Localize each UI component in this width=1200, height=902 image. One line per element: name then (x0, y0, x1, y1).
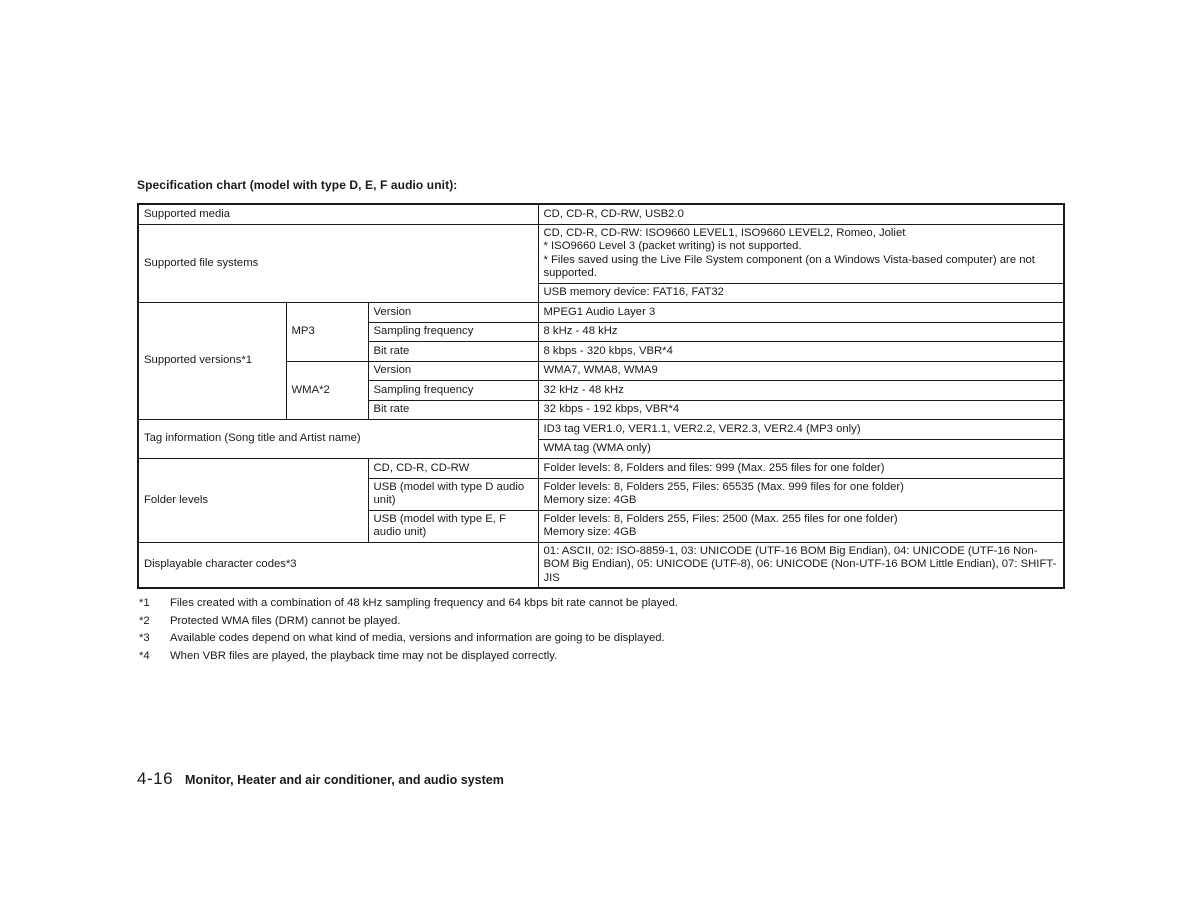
footnote-text: Available codes depend on what kind of media, versions and information are going to be displayed. (170, 632, 665, 644)
format-label-mp3: MP3 (286, 303, 368, 362)
footnotes (139, 595, 678, 665)
folders-usb-d-limits: Folder levels: 8, Folders 255, Files: 65535 (Max. 999 files for one folder) (543, 480, 904, 493)
specification-table (137, 203, 1065, 589)
section-title: Monitor, Heater and air conditioner, and audio system (185, 773, 504, 787)
mp3-sampling-label: Sampling frequency (368, 322, 538, 342)
usb-file-systems-value: USB memory device: FAT16, FAT32 (538, 283, 1064, 303)
wma-version-label: Version (368, 361, 538, 381)
mp3-version-value: MPEG1 Audio Layer 3 (538, 303, 1064, 323)
folders-cd-label: CD, CD-R, CD-RW (368, 459, 538, 479)
footnote (139, 648, 678, 666)
folders-usb-d-value (538, 478, 1064, 510)
footnote-mark: *4 (139, 649, 150, 662)
folders-usb-ef-memory: Memory size: 4GB (543, 526, 637, 538)
table-row-tag-id3 (138, 420, 1064, 440)
footnote-mark: *1 (139, 597, 150, 609)
wma-version-value: WMA7, WMA8, WMA9 (538, 361, 1064, 381)
wma-sampling-value: 32 kHz - 48 kHz (538, 381, 1064, 401)
mp3-bitrate-label: Bit rate (368, 342, 538, 362)
footnote-text: Files created with a combination of 48 kHz sampling frequency and 64 kbps bit rate cannot be played. (170, 597, 679, 609)
folders-usb-ef-value (538, 510, 1064, 542)
row-label-supported-versions: Supported versions*1 (138, 303, 286, 420)
footnote (139, 595, 678, 613)
footnote-text: When VBR files are played, the playback time may not be displayed correctly. (170, 649, 558, 662)
row-label-supported-media: Supported media (138, 204, 538, 224)
character-codes-value: 01: ASCII, 02: ISO-8859-1, 03: UNICODE (UTF-16 BOM Big Endian), 04: UNICODE (UTF-16 Non-BOM Big Endian), 05: UNICODE (UTF-8), 06: UNICODE (Non-UTF-16 BOM Little Endian), 07: SHIFT-JIS (538, 542, 1064, 588)
table-row-media (138, 204, 1064, 224)
wma-bitrate-value: 32 kbps - 192 kbps, VBR*4 (538, 400, 1064, 420)
wma-bitrate-label: Bit rate (368, 400, 538, 420)
folders-usb-ef-limits: Folder levels: 8, Folders 255, Files: 2500 (Max. 255 files for one folder) (543, 512, 898, 525)
id3-tag-value: ID3 tag VER1.0, VER1.1, VER2.2, VER2.3, VER2.4 (MP3 only) (538, 420, 1064, 440)
footnote-mark: *2 (139, 614, 150, 627)
mp3-version-label: Version (368, 303, 538, 323)
footnote (139, 630, 678, 648)
row-label-character-codes: Displayable character codes*3 (138, 542, 538, 588)
page-footer (137, 769, 504, 789)
table-row-filesystems (138, 224, 1064, 283)
table-row-mp3-version (138, 303, 1064, 323)
cd-file-systems-note-1: * ISO9660 Level 3 (packet writing) is not supported. (543, 240, 802, 252)
table-row-character-codes (138, 542, 1064, 588)
row-label-tag-information: Tag information (Song title and Artist name) (138, 420, 538, 459)
table-row-folders-cd (138, 459, 1064, 479)
mp3-sampling-value: 8 kHz - 48 kHz (538, 322, 1064, 342)
page-title: Specification chart (model with type D, E, F audio unit): (137, 178, 458, 192)
format-label-wma: WMA*2 (286, 361, 368, 420)
folders-usb-ef-label: USB (model with type E, F audio unit) (368, 510, 538, 542)
cd-file-systems-note-2: * Files saved using the Live File System component (on a Windows Vista-based computer) are not supported. (543, 253, 1035, 279)
cd-file-systems-value (538, 224, 1064, 283)
folders-usb-d-label: USB (model with type D audio unit) (368, 478, 538, 510)
folders-cd-value: Folder levels: 8, Folders and files: 999 (Max. 255 files for one folder) (538, 459, 1064, 479)
supported-media-value: CD, CD-R, CD-RW, USB2.0 (538, 204, 1064, 224)
footnote-text: Protected WMA files (DRM) cannot be played. (170, 614, 401, 627)
row-label-supported-file-systems: Supported file systems (138, 224, 538, 303)
row-label-folder-levels: Folder levels (138, 459, 368, 543)
mp3-bitrate-value: 8 kbps - 320 kbps, VBR*4 (538, 342, 1064, 362)
folders-usb-d-memory: Memory size: 4GB (543, 494, 637, 506)
footnote-mark: *3 (139, 632, 150, 644)
wma-tag-value: WMA tag (WMA only) (538, 439, 1064, 459)
page-number: 4-16 (137, 769, 174, 788)
footnote (139, 613, 678, 631)
cd-file-systems-line: CD, CD-R, CD-RW: ISO9660 LEVEL1, ISO9660 LEVEL2, Romeo, Joliet (543, 226, 906, 239)
wma-sampling-label: Sampling frequency (368, 381, 538, 401)
